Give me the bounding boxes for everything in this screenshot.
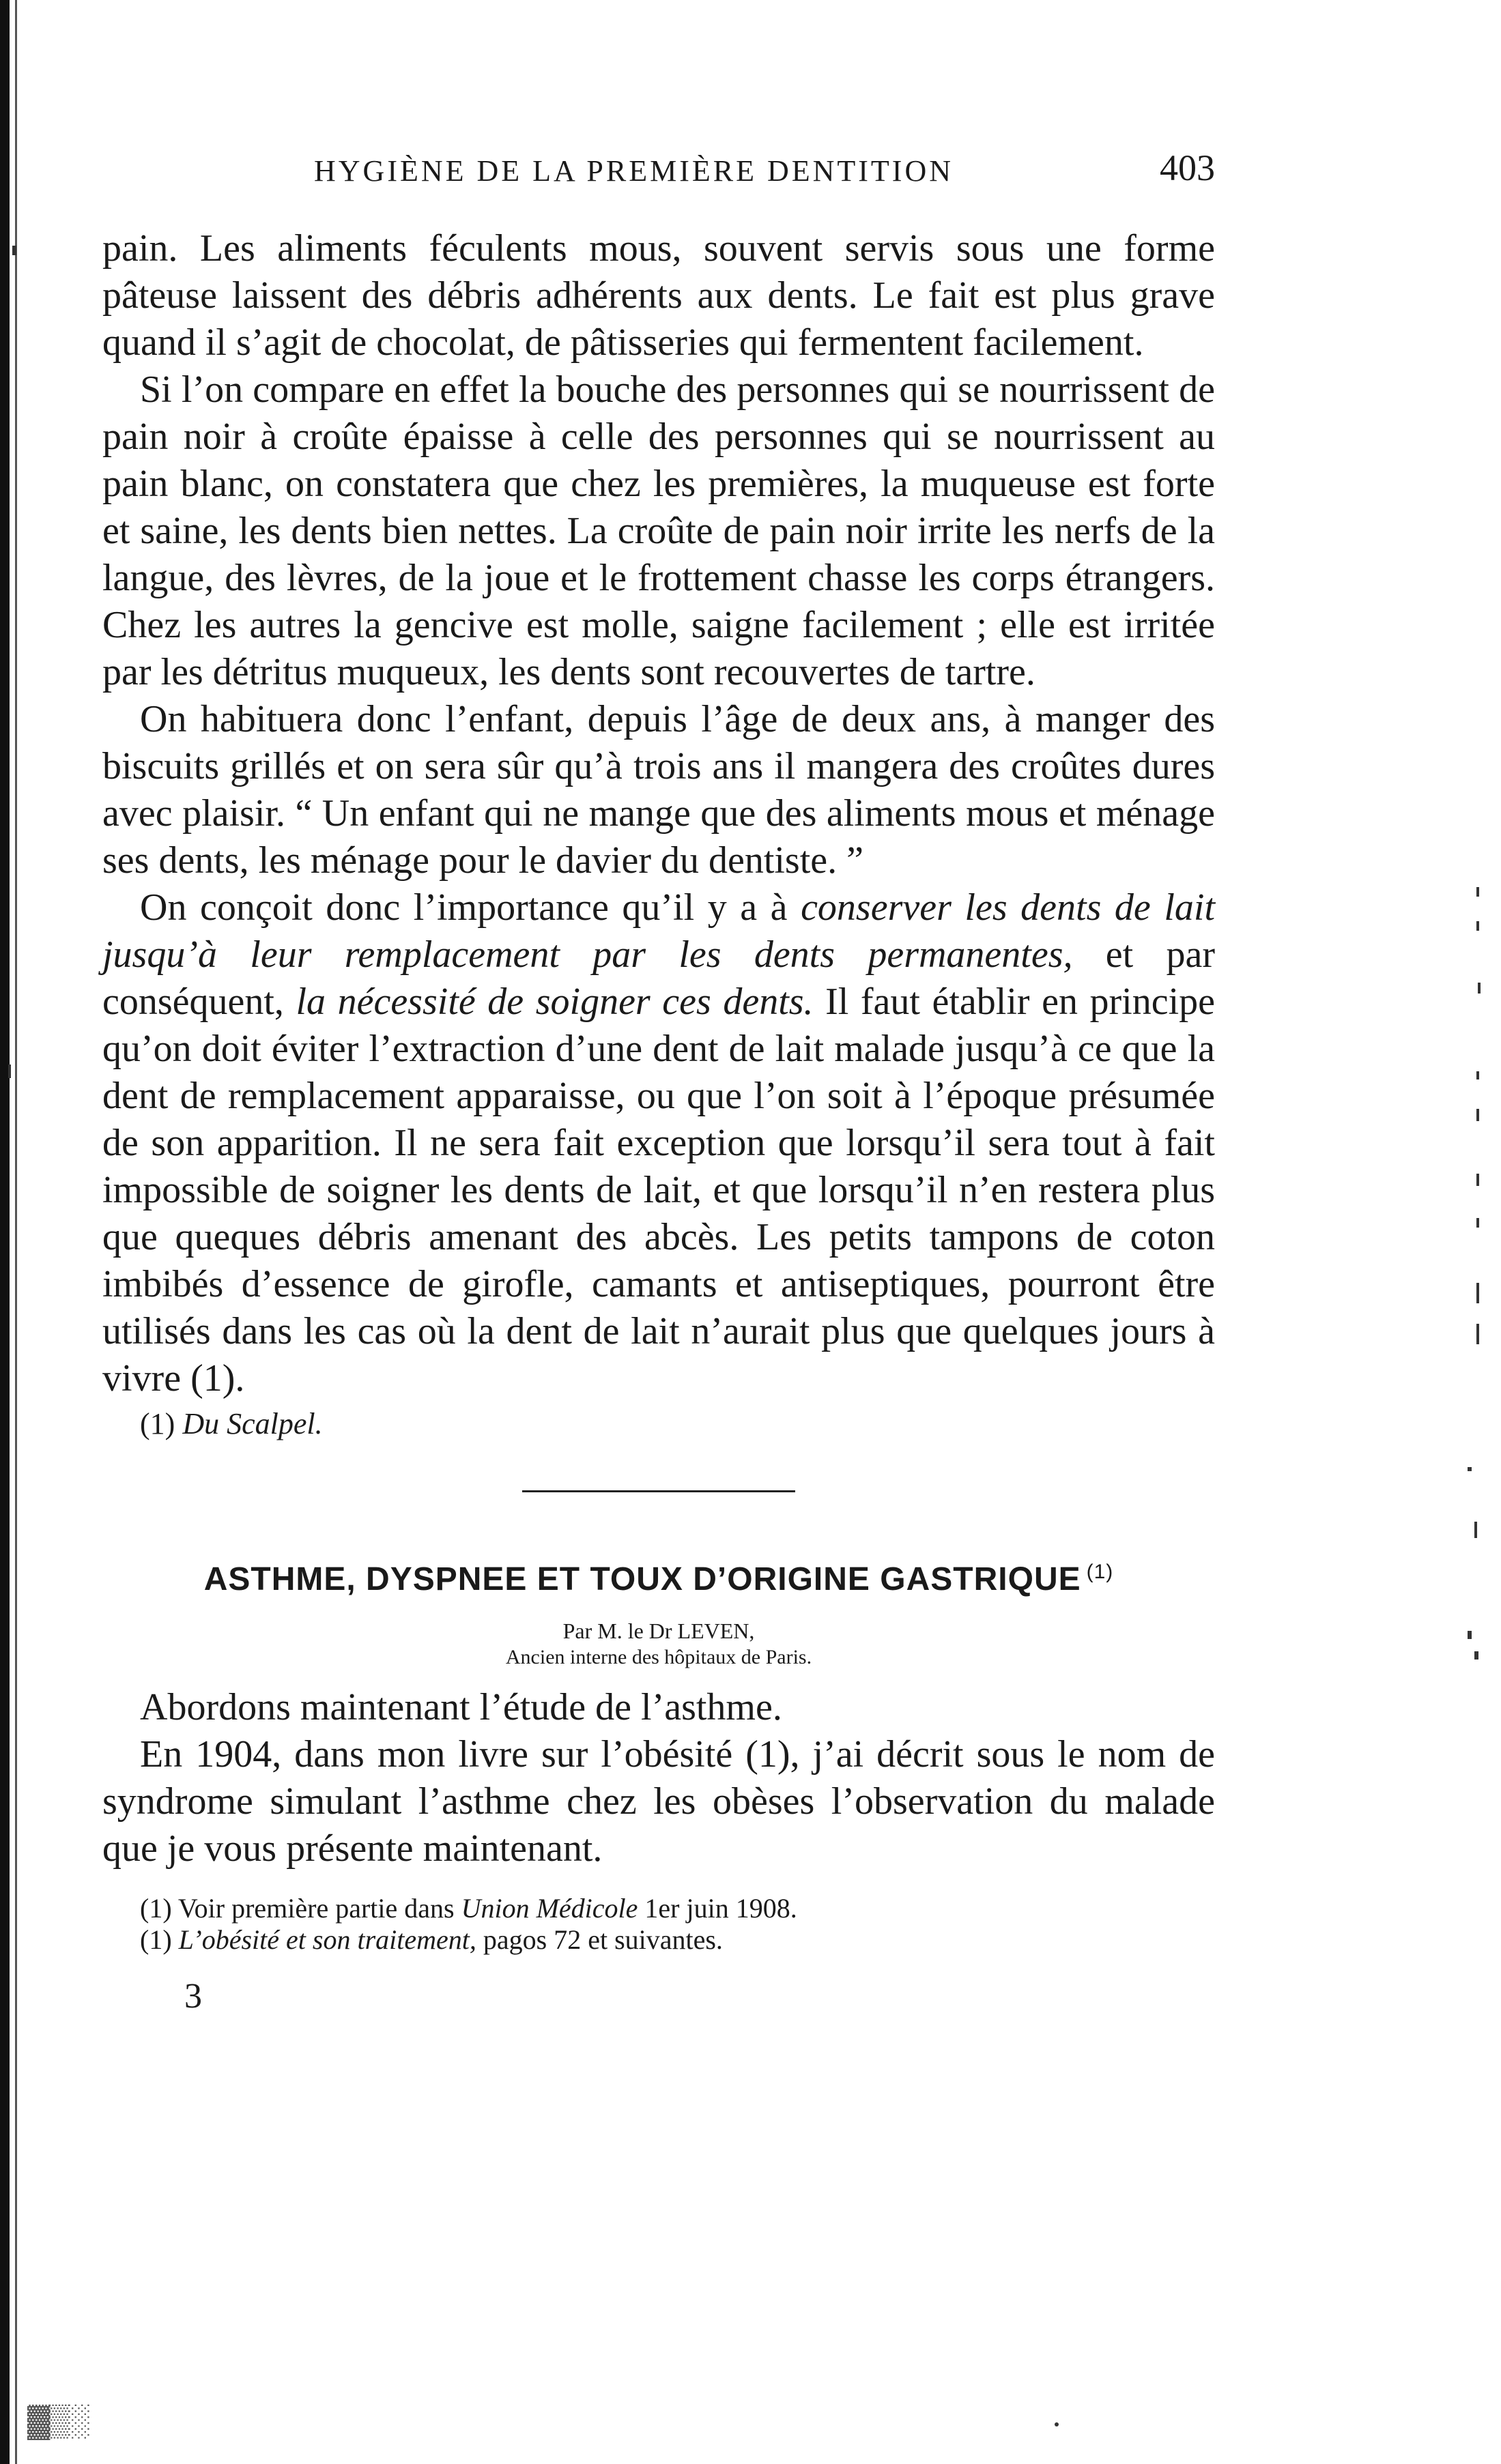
page-speck: [1055, 2422, 1059, 2426]
paragraph: Abordons maintenant l’étude de l’asthme.: [140, 1686, 782, 1728]
signature-mark: 3: [184, 1977, 202, 2016]
footnote-italic: Union Médicole: [461, 1893, 638, 1924]
paragraph-text: et par conséquent,: [102, 933, 1215, 1023]
footnote-text: 1er juin 1908.: [638, 1893, 797, 1924]
paragraph-text: Il faut établir en principe qu’on doit éviter l’extraction d’une dent de lait malade jusqu’à ce que la dent de remplacement apparaisse, ou que l’on soit à l’époque présumée de son apparition. Il ne sera fait exception que lorsqu’il sera tout à fait impossible de soigner les dents de lait, et que lorsqu’il n’en restera plus que queques débris amenant des abcès. Les petits tampons de coton imbibés d’essence de girofle, camants et antiseptiques, pourront être utilisés dans les cas où la dent de lait n’aurait plus que quelques jours à vivre (1).: [102, 981, 1215, 1400]
footnote-text: pagos 72 et suivantes.: [476, 1924, 723, 1955]
footnote-italic: L’obésité et son traitement,: [178, 1924, 476, 1955]
footnote: [140, 1893, 1215, 1924]
article-body: [102, 1684, 1215, 1872]
margin-speck: [1476, 1174, 1479, 1186]
margin-speck: [1468, 1467, 1472, 1471]
footnote-marker: (1): [140, 1893, 172, 1924]
italic-phrase: conserver les dents de lait jusqu’à leur remplacement par les dents permanentes,: [102, 886, 1216, 976]
footnote-source: Du Scalpel.: [182, 1407, 323, 1440]
italic-phrase: la nécessité de soigner ces dents.: [296, 981, 814, 1023]
section-divider: [522, 1490, 795, 1492]
running-head: [102, 147, 1215, 201]
page-binding-edge: [0, 0, 10, 2464]
book-page: [102, 147, 1215, 2016]
margin-speck: [1468, 1631, 1472, 1639]
footnote: [140, 1406, 1215, 1441]
margin-speck: [1474, 1522, 1477, 1538]
margin-speck: [12, 246, 16, 255]
article-title-text: ASTHME, DYSPNEE ET TOUX D’ORIGINE GASTRIQUE: [203, 1561, 1081, 1597]
footnote-text: Voir première partie dans: [177, 1893, 461, 1924]
paragraph: On habituera donc l’enfant, depuis l’âge de deux ans, à manger des biscuits grillés et on sera sûr qu’à trois ans il mangera des croûtes dures avec plaisir. “ Un enfant qui ne mange que des aliments mous et ménage ses dents, les ménage pour le davier du dentiste. ”: [102, 698, 1215, 882]
margin-speck: [1476, 921, 1479, 931]
running-title: HYGIÈNE DE LA PREMIÈRE DENTITION: [314, 154, 954, 188]
margin-speck: [1476, 887, 1479, 897]
margin-speck: [1476, 1283, 1479, 1303]
margin-speck: [1476, 1109, 1479, 1121]
margin-speck: [1474, 1651, 1478, 1659]
footnote-marker: (1): [140, 1924, 172, 1955]
footnote-marker: (1): [140, 1407, 175, 1440]
library-stamp: [27, 2375, 109, 2450]
article-byline: Par M. le Dr LEVEN,: [562, 1619, 755, 1643]
author-affiliation: Ancien interne des hôpitaux de Paris.: [505, 1646, 812, 1668]
title-note-marker: (1): [1086, 1561, 1114, 1583]
paragraph: En 1904, dans mon livre sur l’obésité (1), j’ai décrit sous le nom de syndrome simulant l’asthme chez les obèses l’observation du malade que je vous présente maintenant.: [102, 1733, 1215, 1870]
margin-speck: [1476, 1324, 1479, 1344]
footnote: [140, 1924, 1215, 1956]
margin-speck: [1476, 1218, 1479, 1228]
paragraph: Si l’on compare en effet la bouche des personnes qui se nourrissent de pain noir à croûte épaisse à celle des personnes qui se nourrissent au pain blanc, on constatera que chez les premières, la muqueuse est forte et saine, les dents bien nettes. La croûte de pain noir irrite les nerfs de la langue, des lèvres, de la joue et le frottement chasse les corps étrangers. Chez les autres la gencive est molle, saigne facilement ; elle est irritée par les détritus muqueux, les dents sont recouvertes de tartre.: [102, 368, 1215, 693]
section-body: [102, 225, 1215, 1441]
article-title: [102, 1561, 1215, 1598]
paragraph-text: On conçoit donc l’importance qu’il y a à: [140, 886, 801, 929]
paragraph: [102, 884, 1215, 1402]
article-footnotes: [102, 1893, 1215, 1956]
page-number: 403: [1160, 147, 1215, 188]
paragraph: pain. Les aliments féculents mous, souvent servis sous une forme pâteuse laissent des débris adhérents aux dents. Le fait est plus grave quand il s’agit de chocolat, de pâtisseries qui fermentent facilement.: [102, 227, 1215, 364]
margin-speck: [8, 1064, 11, 1078]
page-binding-line: [15, 0, 17, 2464]
margin-speck: [1478, 983, 1481, 994]
stamp-mark: ▓▒░: [27, 2403, 87, 2437]
margin-speck: [1476, 1071, 1479, 1079]
